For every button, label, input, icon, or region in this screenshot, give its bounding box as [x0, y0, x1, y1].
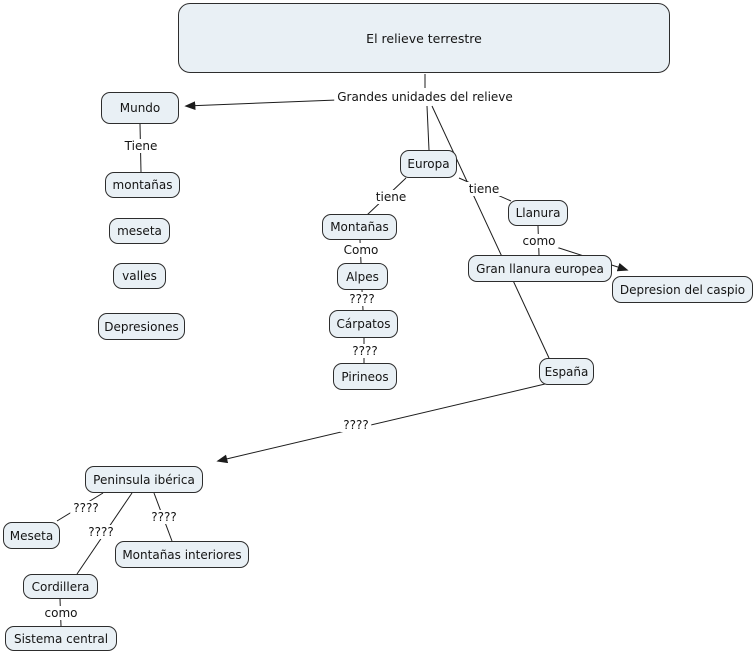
link-label-q-espana-peninsula[interactable]: ????	[340, 418, 371, 432]
node-pirineos[interactable]: Pirineos	[333, 363, 397, 390]
link-label-grandes-unidades[interactable]: Grandes unidades del relieve	[334, 90, 516, 104]
node-montanas-interiores[interactable]: Montañas interiores	[115, 541, 249, 568]
node-valles[interactable]: valles	[113, 263, 166, 289]
node-europa[interactable]: Europa	[400, 150, 457, 178]
connector-grandes-to-europa	[427, 106, 429, 150]
node-peninsula-iberica[interactable]: Peninsula ibérica	[85, 466, 203, 493]
node-meseta-peninsula[interactable]: Meseta	[3, 522, 60, 549]
connector-grandes-to-espana	[432, 106, 549, 358]
link-label-tiene-montanas[interactable]: tiene	[373, 190, 409, 204]
link-label-q-peninsula-meseta[interactable]: ????	[70, 501, 101, 515]
node-montanas-mundo[interactable]: montañas	[105, 172, 180, 198]
node-montanas-europa[interactable]: Montañas	[322, 214, 397, 240]
node-llanura[interactable]: Llanura	[508, 200, 568, 226]
node-carpatos[interactable]: Cárpatos	[329, 310, 398, 338]
link-label-q-peninsula-montanas-interiores[interactable]: ????	[148, 510, 179, 524]
node-gran-llanura-europea[interactable]: Gran llanura europea	[468, 255, 612, 282]
node-el-relieve-terrestre[interactable]: El relieve terrestre	[178, 3, 670, 73]
link-label-como-cordillera[interactable]: como	[42, 606, 81, 620]
link-label-tiene-mundo[interactable]: Tiene	[122, 139, 161, 153]
node-alpes[interactable]: Alpes	[337, 263, 388, 290]
link-label-como-llanura[interactable]: como	[520, 234, 559, 248]
node-espana[interactable]: España	[539, 358, 594, 385]
node-meseta-mundo[interactable]: meseta	[109, 218, 170, 244]
link-label-como-montanas[interactable]: Como	[341, 243, 382, 257]
node-mundo[interactable]: Mundo	[101, 92, 179, 124]
link-label-tiene-llanura[interactable]: tiene	[466, 182, 502, 196]
node-cordillera[interactable]: Cordillera	[23, 574, 98, 599]
connector-grandes-to-mundo	[186, 100, 337, 106]
node-depresion-del-caspio[interactable]: Depresion del caspio	[612, 276, 753, 303]
link-label-q-alpes-carpatos[interactable]: ????	[346, 292, 377, 306]
node-sistema-central[interactable]: Sistema central	[5, 626, 117, 651]
link-label-q-peninsula-cordillera[interactable]: ????	[85, 525, 116, 539]
node-depresiones[interactable]: Depresiones	[98, 313, 185, 340]
link-label-q-carpatos-pirineos[interactable]: ????	[349, 344, 380, 358]
connector-espana-to-peninsula	[218, 384, 545, 461]
